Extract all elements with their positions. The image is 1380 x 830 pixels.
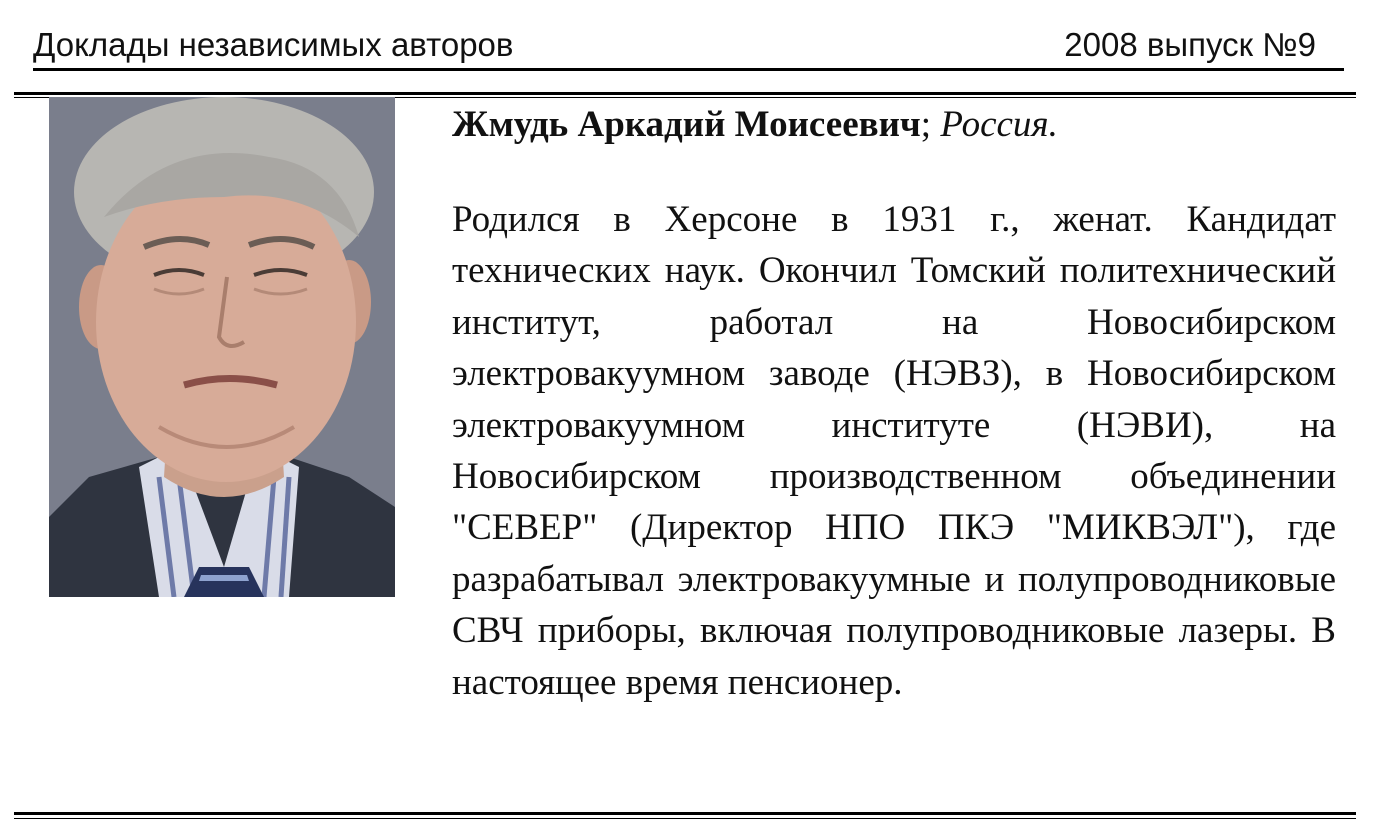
bottom-rule-thin [14,818,1356,819]
portrait-icon [49,97,395,597]
author-photo [49,97,395,597]
top-rule-thick [14,92,1356,95]
author-heading [452,100,1336,150]
bottom-rule-thick [14,812,1356,815]
journal-title: Доклады независимых авторов [33,26,514,63]
author-bio: Родился в Херсоне в 1931 г., женат. Кандидат технических наук. Окончил Томский политехнический институт, работал на Новосибирском электровакуумном заводе (НЭВЗ), в Новосибирском электровакуумном институте (НЭВИ), на Новосибирском производственном объединении "СЕВЕР" (Директор НПО ПКЭ "МИКВЭЛ"), где разрабатывал электровакуумные и полупроводниковые СВЧ приборы, включая полупроводниковые лазеры. В настоящее время пенсионер. [452,199,1336,703]
author-country: Россия. [940,104,1058,145]
page-header [33,22,1344,71]
name-separator: ; [920,104,932,145]
author-info [452,100,1336,708]
author-name: Жмудь Аркадий Моисеевич [452,104,921,145]
issue-label: 2008 выпуск №9 [1064,26,1316,63]
